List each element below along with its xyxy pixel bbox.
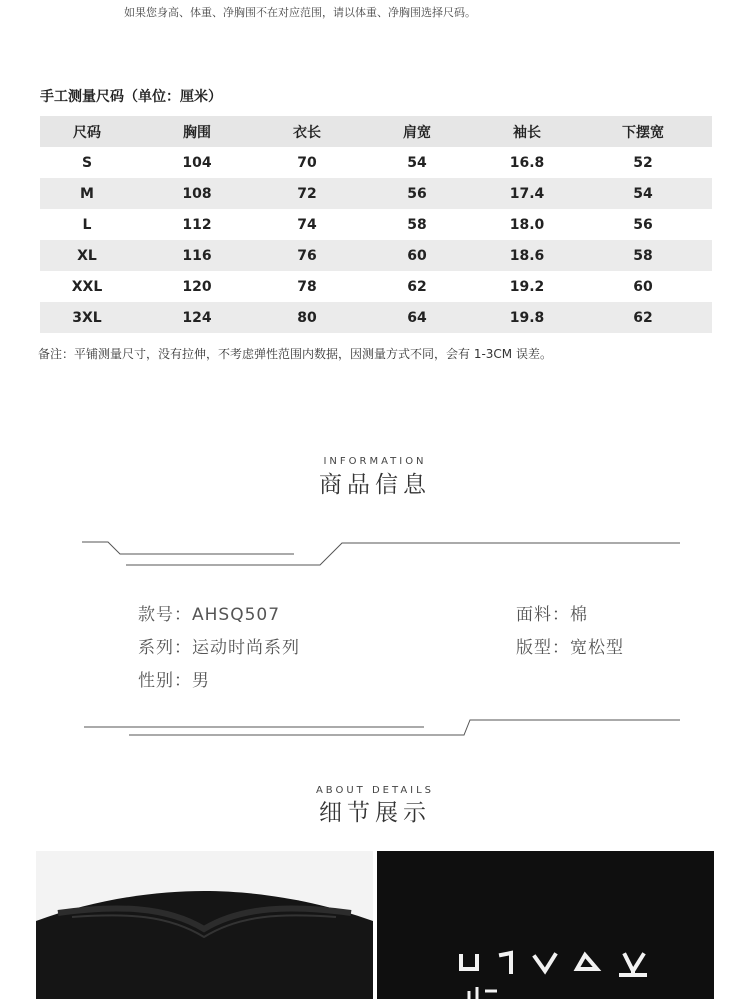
info-style-no: 款号：AHSQ507: [138, 605, 281, 625]
size-table-header: [40, 116, 712, 147]
table-cell: 74: [297, 216, 317, 233]
table-cell: 60: [407, 247, 427, 264]
table-cell: 58: [633, 247, 653, 264]
table-cell: 18.6: [509, 247, 545, 264]
table-cell: 116: [182, 247, 212, 264]
info-section-title: 商品信息: [319, 472, 431, 498]
header-chest: 胸围: [183, 124, 211, 141]
table-cell: 19.2: [509, 278, 545, 295]
header-size: 尺码: [73, 124, 101, 141]
table-cell: 17.4: [509, 185, 545, 202]
table-cell: 56: [633, 216, 653, 233]
size-table-title: 手工测量尺码（单位：厘米）: [40, 89, 222, 105]
header-sleeve: 袖长: [513, 124, 541, 141]
table-row: [40, 240, 712, 271]
table-cell: 70: [297, 154, 317, 171]
table-cell: XXL: [71, 278, 103, 295]
table-cell: 16.8: [509, 154, 545, 171]
table-cell: 58: [407, 216, 427, 233]
table-row: [40, 178, 712, 209]
table-cell: 54: [407, 154, 427, 171]
table-cell: L: [82, 216, 92, 233]
table-cell: 104: [182, 154, 212, 171]
info-section-en-title: INFORMATION: [323, 456, 427, 467]
table-row: [40, 302, 712, 333]
table-cell: 52: [633, 154, 653, 171]
table-cell: XL: [77, 247, 97, 264]
tshirt-print-photo: [377, 851, 714, 999]
table-cell: 64: [407, 309, 427, 326]
table-cell: 124: [182, 309, 212, 326]
table-cell: 62: [633, 309, 653, 326]
info-series: 系列：运动时尚系列: [138, 638, 300, 658]
details-section-title: 细节展示: [319, 800, 431, 826]
info-top-divider: [0, 536, 750, 570]
info-fit: 版型：宽松型: [516, 638, 624, 658]
table-cell: 19.8: [509, 309, 545, 326]
table-cell: 54: [633, 185, 653, 202]
table-cell: 3XL: [72, 309, 102, 326]
table-cell: 72: [297, 185, 317, 202]
table-cell: 78: [297, 278, 317, 295]
tshirt-collar-photo: [36, 851, 373, 999]
header-length: 衣长: [293, 124, 321, 141]
table-cell: 76: [297, 247, 317, 264]
collar-illustration: [36, 851, 373, 999]
table-cell: 108: [182, 185, 212, 202]
table-row: [40, 209, 712, 240]
info-bottom-divider: [0, 714, 750, 740]
table-cell: 56: [407, 185, 427, 202]
top-fragment: [0, 0, 750, 2]
table-cell: S: [81, 154, 93, 171]
print-illustration: [377, 851, 714, 999]
table-cell: 120: [182, 278, 212, 295]
header-hem: 下摆宽: [622, 124, 664, 141]
table-row: [40, 147, 712, 178]
table-cell: 60: [633, 278, 653, 295]
details-section-en-title: ABOUT DETAILS: [315, 785, 435, 796]
measurement-remark: 备注：平铺测量尺寸，没有拉伸，不考虑弹性范围内数据，因测量方式不同，会有 1-3CM 误差。: [38, 347, 552, 361]
info-fabric: 面料：棉: [516, 605, 588, 625]
table-row: [40, 271, 712, 302]
table-cell: 80: [297, 309, 317, 326]
table-cell: 18.0: [509, 216, 545, 233]
size-table: [40, 116, 712, 333]
table-cell: 112: [182, 216, 212, 233]
size-selection-note: 如果您身高、体重、净胸围不在对应范围，请以体重、净胸围选择尺码。: [124, 6, 476, 19]
table-cell: M: [80, 185, 94, 202]
header-shoulder: 肩宽: [403, 124, 431, 141]
table-cell: 62: [407, 278, 427, 295]
info-gender: 性别：男: [138, 671, 210, 691]
